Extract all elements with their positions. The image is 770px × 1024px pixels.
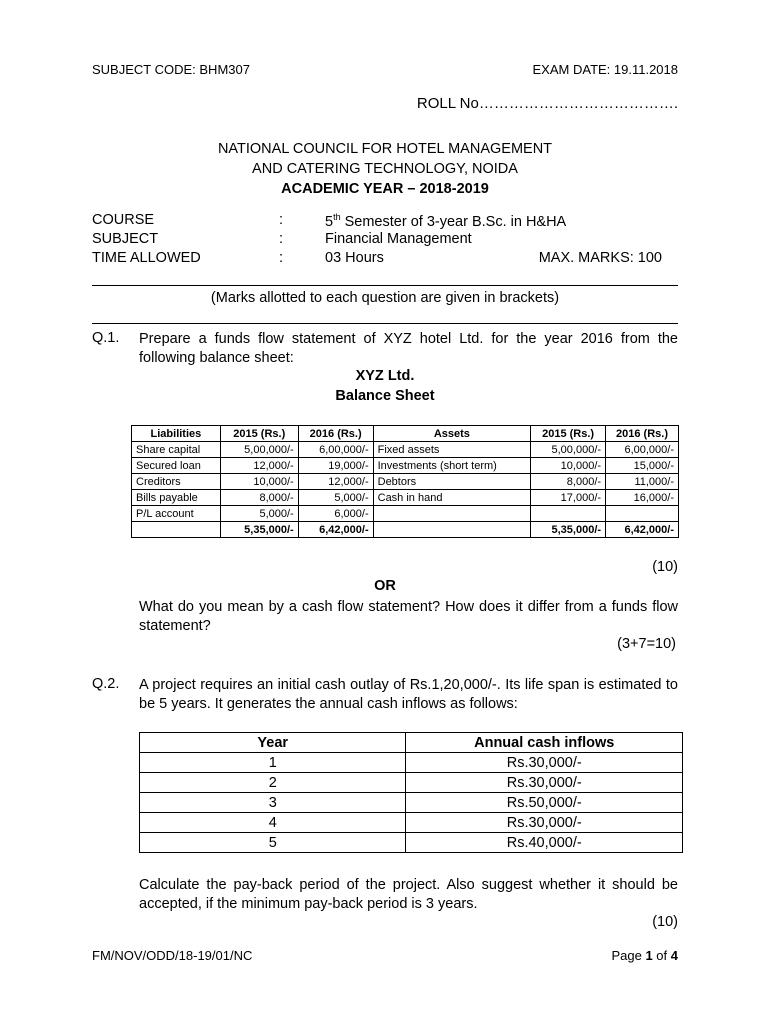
- table-cell: 10,000/-: [220, 474, 298, 490]
- table-row: [140, 773, 683, 793]
- table-cell: 11,000/-: [606, 474, 679, 490]
- course-label: COURSE: [92, 212, 155, 228]
- table-row: [132, 442, 679, 458]
- table-cell: 6,42,000/-: [606, 522, 679, 538]
- divider-bottom: [92, 323, 678, 324]
- table-header: 2015 (Rs.): [220, 426, 298, 442]
- table-cell: 8,000/-: [531, 474, 606, 490]
- table-cell: 5,000/-: [298, 490, 373, 506]
- table-cell: [373, 506, 531, 522]
- table-cell: Bills payable: [132, 490, 221, 506]
- table-row: [140, 833, 683, 853]
- table-cell: 6,00,000/-: [298, 442, 373, 458]
- exam-date: EXAM DATE: 19.11.2018: [532, 62, 678, 77]
- table-row: [140, 753, 683, 773]
- table-cell: [132, 522, 221, 538]
- table-cell: 5,35,000/-: [220, 522, 298, 538]
- table-cell: 1: [140, 753, 406, 773]
- table-row: [132, 474, 679, 490]
- table-cell: P/L account: [132, 506, 221, 522]
- q1-or: OR: [374, 578, 396, 594]
- footer-code: FM/NOV/ODD/18-19/01/NC: [92, 948, 253, 963]
- table-cell: 16,000/-: [606, 490, 679, 506]
- table-header: 2016 (Rs.): [298, 426, 373, 442]
- table-cell: [606, 506, 679, 522]
- table-cell: Rs.50,000/-: [406, 793, 683, 813]
- course-colon: :: [279, 212, 284, 228]
- table-cell: 12,000/-: [298, 474, 373, 490]
- marks-note: (Marks allotted to each question are given in brackets): [210, 290, 560, 306]
- table-cell: 5,00,000/-: [531, 442, 606, 458]
- max-marks: MAX. MARKS: 100: [538, 250, 662, 266]
- balance-sheet-table: [131, 425, 679, 538]
- table-cell: 4: [140, 813, 406, 833]
- subject-colon: :: [279, 231, 284, 247]
- q1-text: Prepare a funds flow statement of XYZ hotel Ltd. for the year 2016 from the following balance sheet:: [139, 331, 678, 366]
- cash-inflow-table: [139, 732, 683, 853]
- page-number: Page 1 of 4: [611, 948, 678, 963]
- q1-alt-text: What do you mean by a cash flow statement? How does it differ from a funds flow statement?: [139, 599, 678, 634]
- table-cell: 6,000/-: [298, 506, 373, 522]
- time-colon: :: [279, 250, 284, 266]
- q1-marks: (10): [652, 559, 678, 575]
- table-cell: 3: [140, 793, 406, 813]
- table-cell: 6,00,000/-: [606, 442, 679, 458]
- table-header: Annual cash inflows: [406, 733, 683, 753]
- table-cell: Debtors: [373, 474, 531, 490]
- table-cell: 6,42,000/-: [298, 522, 373, 538]
- roll-no: ROLL No………………………………….: [416, 95, 678, 112]
- table-cell: 17,000/-: [531, 490, 606, 506]
- table-cell: 5,00,000/-: [220, 442, 298, 458]
- table-cell: 19,000/-: [298, 458, 373, 474]
- table-row: [140, 813, 683, 833]
- table-cell: Rs.30,000/-: [406, 773, 683, 793]
- title-line-1: NATIONAL COUNCIL FOR HOTEL MANAGEMENT: [217, 141, 553, 157]
- table-cell: Investments (short term): [373, 458, 531, 474]
- table-row: [132, 506, 679, 522]
- table-header-row: [132, 426, 679, 442]
- table-cell: 8,000/-: [220, 490, 298, 506]
- q2-marks: (10): [652, 914, 678, 930]
- q2-text: A project requires an initial cash outlay of Rs.1,20,000/-. Its life span is estimated to be 5 years. It generates the annual cash inflows as follows:: [139, 677, 678, 712]
- table-total-row: [132, 522, 679, 538]
- table-cell: Secured loan: [132, 458, 221, 474]
- subject-code: SUBJECT CODE: BHM307: [92, 62, 250, 77]
- table-cell: 10,000/-: [531, 458, 606, 474]
- table-cell: [373, 522, 531, 538]
- table-header: 2015 (Rs.): [531, 426, 606, 442]
- table-header-row: [140, 733, 683, 753]
- divider-top: [92, 285, 678, 286]
- table-cell: Rs.30,000/-: [406, 753, 683, 773]
- course-value: 5th Semester of 3-year B.Sc. in H&HA: [325, 212, 567, 230]
- table-cell: 2: [140, 773, 406, 793]
- q1-alt-marks: (3+7=10): [617, 636, 676, 652]
- subject-label: SUBJECT: [92, 231, 159, 247]
- table-row: [132, 458, 679, 474]
- table-cell: 15,000/-: [606, 458, 679, 474]
- table-cell: 5,35,000/-: [531, 522, 606, 538]
- q2-number: Q.2.: [92, 676, 120, 692]
- table-cell: Cash in hand: [373, 490, 531, 506]
- q1-company: XYZ Ltd.: [355, 368, 415, 384]
- q1-sheet-title: Balance Sheet: [335, 388, 435, 404]
- subject-value: Financial Management: [325, 231, 472, 247]
- table-header: 2016 (Rs.): [606, 426, 679, 442]
- table-cell: Creditors: [132, 474, 221, 490]
- table-row: [140, 793, 683, 813]
- table-cell: Rs.30,000/-: [406, 813, 683, 833]
- table-cell: Share capital: [132, 442, 221, 458]
- table-row: [132, 490, 679, 506]
- table-cell: [531, 506, 606, 522]
- title-line-2: AND CATERING TECHNOLOGY, NOIDA: [252, 161, 518, 177]
- q2-text-2: Calculate the pay-back period of the project. Also suggest whether it should be accepted, if the minimum pay-back period is 3 years.: [139, 877, 678, 912]
- table-cell: Rs.40,000/-: [406, 833, 683, 853]
- table-cell: Fixed assets: [373, 442, 531, 458]
- table-cell: 5: [140, 833, 406, 853]
- table-cell: 12,000/-: [220, 458, 298, 474]
- table-cell: 5,000/-: [220, 506, 298, 522]
- table-header: Year: [140, 733, 406, 753]
- time-label: TIME ALLOWED: [92, 250, 201, 266]
- table-header: Liabilities: [132, 426, 221, 442]
- table-header: Assets: [373, 426, 531, 442]
- academic-year: ACADEMIC YEAR – 2018-2019: [281, 181, 489, 197]
- q1-number: Q.1.: [92, 330, 120, 346]
- time-value: 03 Hours: [325, 250, 384, 266]
